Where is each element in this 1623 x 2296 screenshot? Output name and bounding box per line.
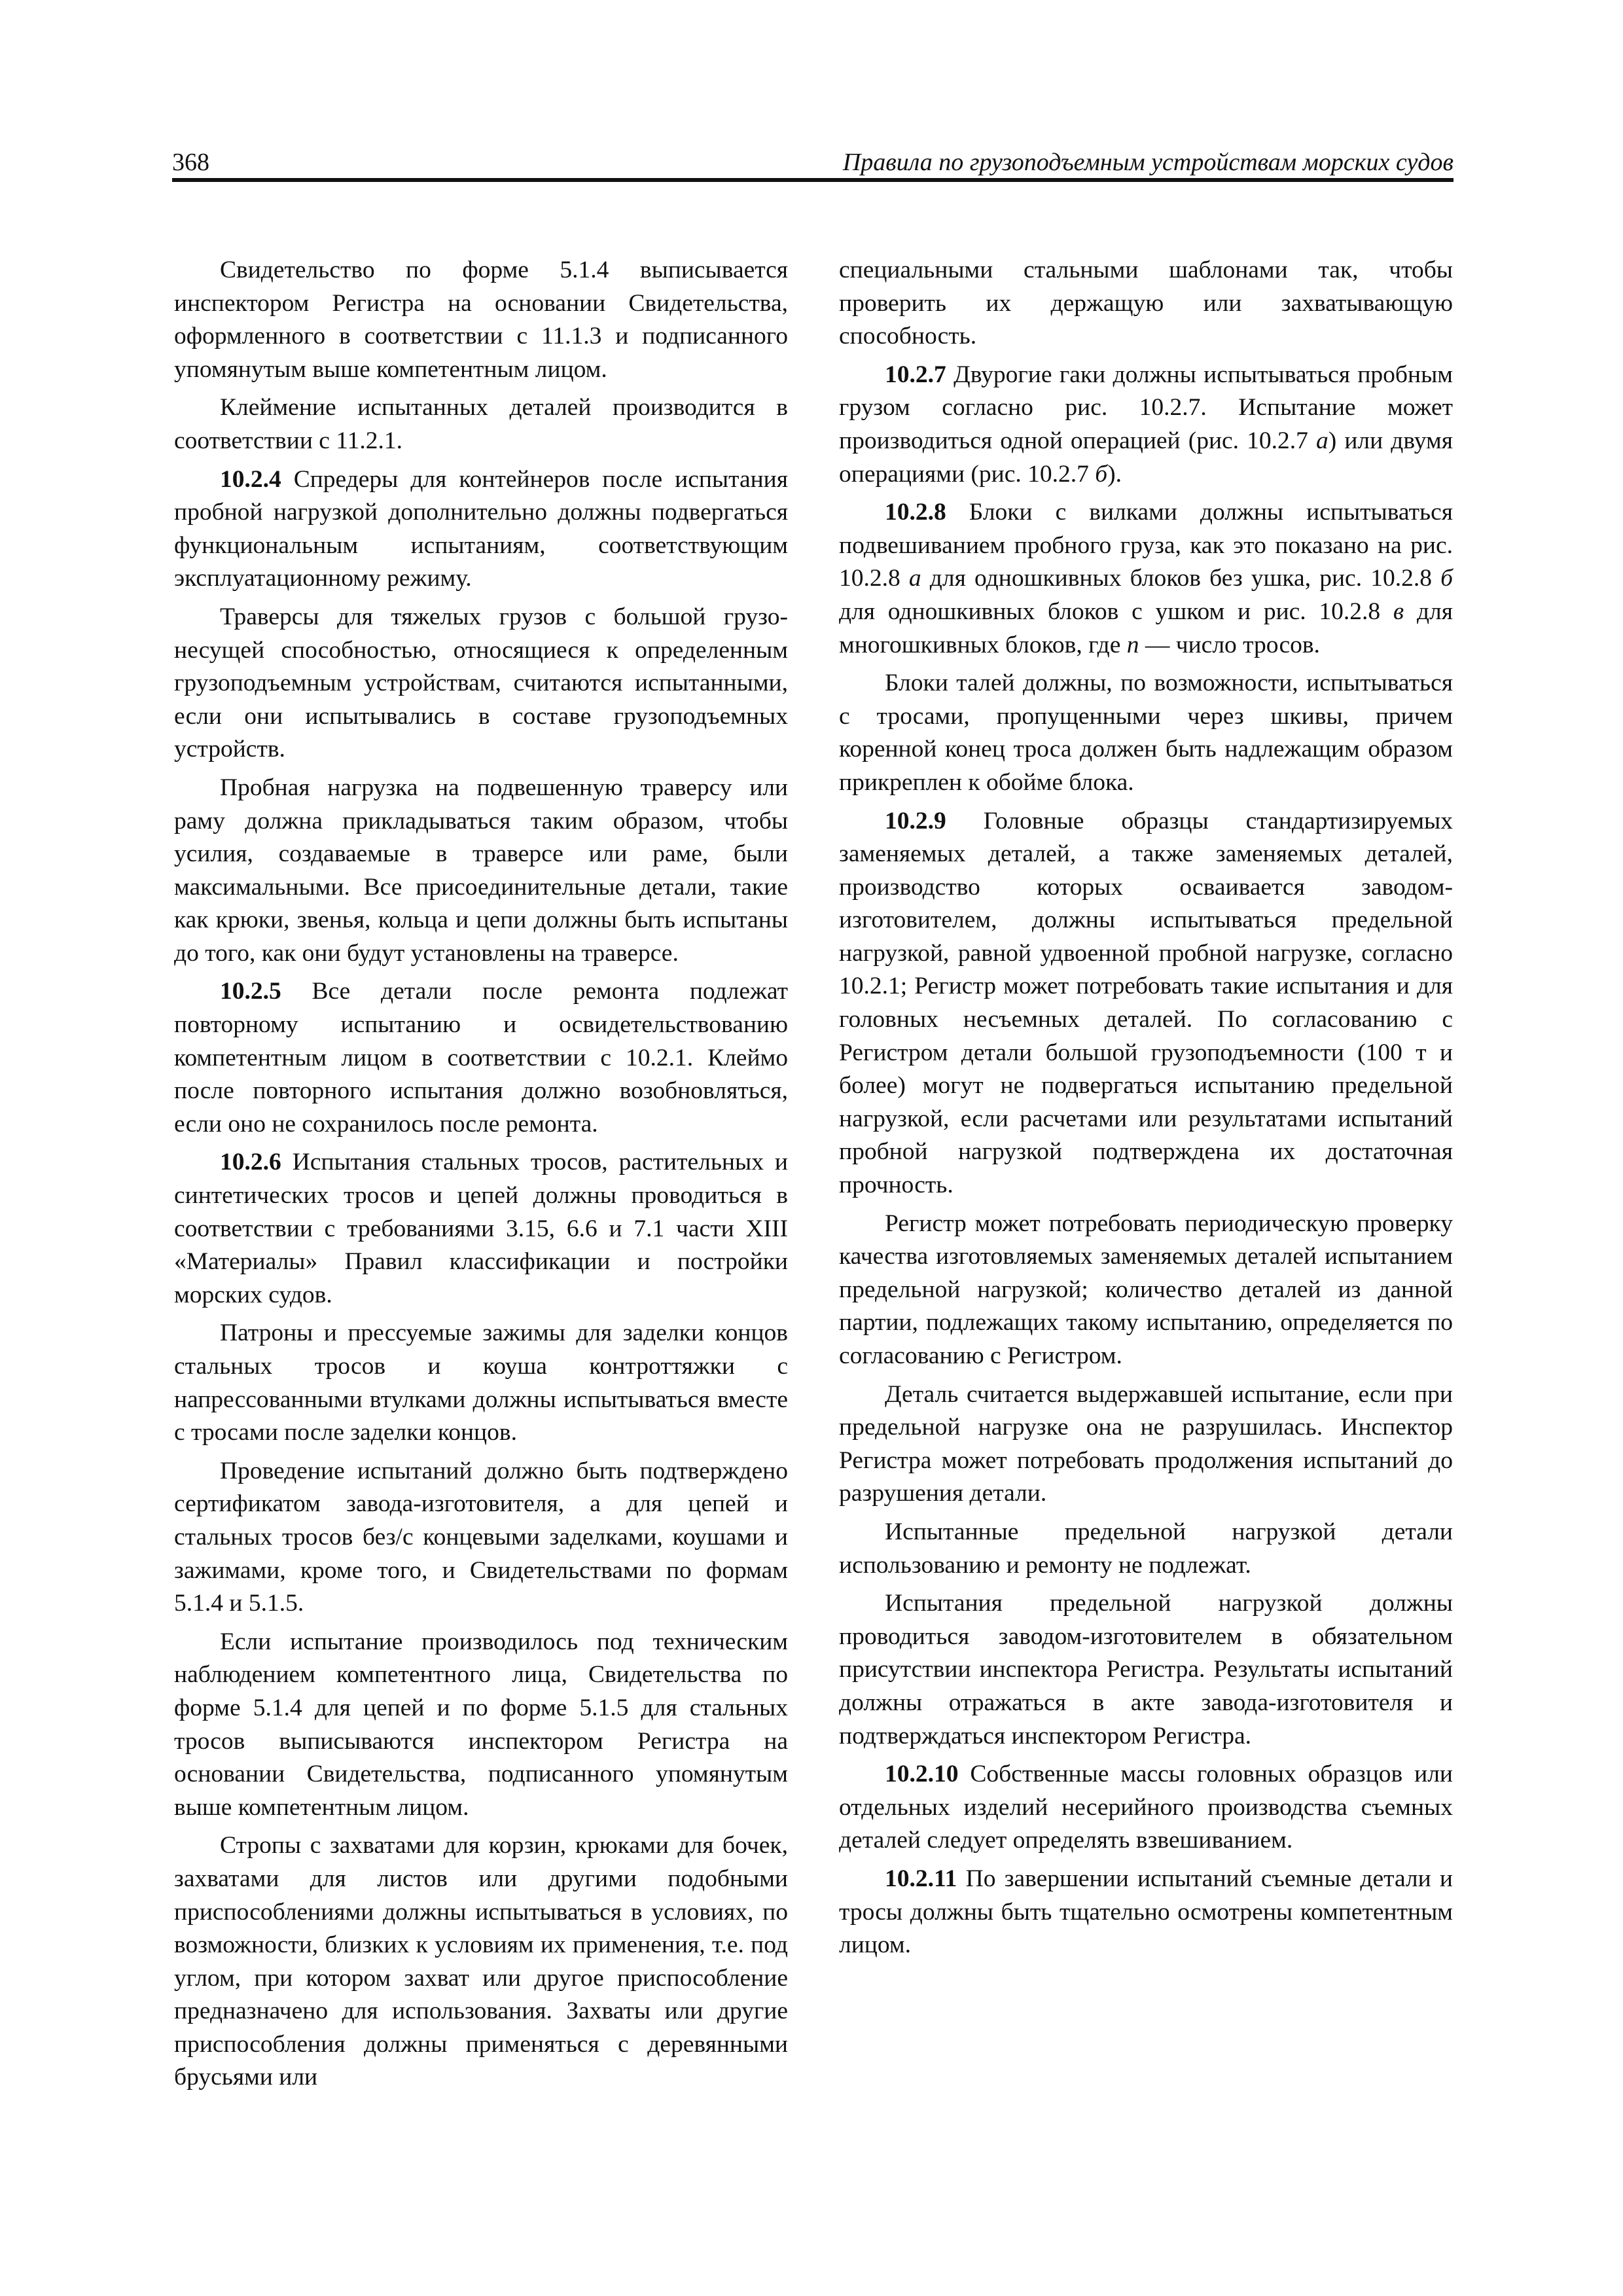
page-header	[172, 145, 1454, 179]
right-column	[839, 254, 1453, 1967]
variable-n: n	[1126, 631, 1139, 658]
paragraph-text: Испытания стальных тросов, растительных и синтетических тросов и цепей должны проводиться в соответствии с требованиями 3.15, 6.6 и 7.1 части XIII «Материалы» Правил классификации и постройки морских судов.	[174, 1149, 788, 1308]
paragraph-10-2-6	[174, 1146, 788, 1312]
page-number: 368	[172, 149, 209, 176]
paragraph-text: ) или двумя операциями (рис. 10.2.7	[839, 427, 1453, 488]
paragraph: Испытания предельной нагрузкой должны проводиться заводом-изготовителем в обязательном присутствии инспектора Регистра. Результаты испытаний должны отражаться в акте завода-изготовителя и подтверждаться инспектором Регистра.	[839, 1590, 1453, 1749]
paragraph-10-2-9	[839, 805, 1453, 1202]
figure-label: а	[908, 565, 921, 592]
paragraph-text: По завершении испытаний съемные детали и тросы должны быть тщательно осмотрены компетентным лицом.	[839, 1865, 1453, 1959]
section-number: 10.2.5	[220, 978, 281, 1005]
section-number: 10.2.9	[885, 807, 946, 834]
paragraph-text: для многошкивных блоков, где	[839, 598, 1453, 658]
figure-label: б	[1095, 460, 1108, 488]
paragraph: Блоки талей должны, по возможности, испытываться с тросами, пропущенными через шкивы, причем коренной конец троса должен быть надлежащим образом прикреплен к обойме блока.	[839, 670, 1453, 796]
paragraph: Клеймение испытанных деталей производится в соответствии с 11.2.1.	[174, 394, 788, 454]
paragraph: Траверсы для тяжелых грузов с большой грузонесущей способностью, относящиеся к определенным грузоподъемным устройствам, считаются испытанными, если они испытывались в составе грузоподъемных устройств.	[174, 603, 788, 763]
paragraph-text: Головные образцы стандартизируемых заменяемых деталей, а также заменяемых деталей, производство которых осваивается заводом-изготовителем, должны испытываться предельной нагрузкой, равной удвоенной пробной нагрузке, согласно 10.2.1; Регистр может потребовать такие испытания и для головных несъемных деталей. По согласованию с Регистром детали большой грузоподъемности (100 т и более) могут не подвергаться испытанию предельной нагрузкой, если расчетами или результатами испытаний пробной нагрузкой подтверждена их достаточная прочность.	[839, 807, 1453, 1199]
paragraph: Патроны и прессуемые зажимы для заделки концов стальных тросов и коуша контроттяжки с напрессованными втулками должны испытываться вместе с тросами после заделки концов.	[174, 1319, 788, 1446]
paragraph: Испытанные предельной нагрузкой детали использованию и ремонту не подлежат.	[839, 1518, 1453, 1579]
paragraph-continued: специальными стальными шаблонами так, чтобы проверить их держащую или захватывающую способность.	[839, 257, 1453, 350]
running-title: Правила по грузоподъемным устройствам морских судов	[842, 149, 1454, 176]
paragraph-text: Спредеры для контейнеров после испытания пробной нагрузкой дополнительно должны подвергаться функциональным испытаниям, соответствующим эксплуатационному режиму.	[174, 465, 788, 592]
paragraph-10-2-7	[839, 359, 1453, 491]
paragraph-10-2-4	[174, 463, 788, 596]
paragraph-10-2-10	[839, 1758, 1453, 1857]
section-number: 10.2.11	[885, 1865, 957, 1892]
paragraph-text: Все детали после ремонта подлежат повторному испытанию и освидетельствованию компетентным лицом в соответствии с 10.2.1. Клеймо после повторного испытания должно возобновляться, если оно не сохранилось после ремонта.	[174, 978, 788, 1138]
figure-label: а	[1315, 427, 1329, 454]
paragraph-text: Двурогие гаки должны испытываться пробным грузом согласно рис. 10.2.7. Испытание может производиться одной операцией (рис. 10.2.7	[839, 361, 1453, 454]
section-number: 10.2.8	[885, 499, 946, 526]
paragraph-text: — число тросов.	[1139, 631, 1320, 658]
paragraph: Стропы с захватами для корзин, крюками для бочек, захватами для листов или другими подобными приспособлениями должны испытываться в условиях, по возможности, близких к условиям их применения, т.е. под углом, при котором захват или другое приспособление предназначено для использования. Захваты или другие приспособления должны применяться с деревянными брусьями или	[174, 1832, 788, 2091]
paragraph-text: для одношкивных блоков с ушком и рис. 10.2.8	[839, 598, 1393, 625]
paragraph: Пробная нагрузка на подвешенную траверсу или раму должна прикладываться таким образом, чтобы усилия, создаваемые в траверсе или раме, были максимальными. Все присоединительные детали, такие как крюки, звенья, кольца и цепи должны быть испытаны до того, как они будут установлены на траверсе.	[174, 774, 788, 967]
paragraph-10-2-11	[839, 1863, 1453, 1962]
left-column	[174, 254, 788, 2100]
paragraph-text: Блоки с вилками должны испытываться подвешиванием пробного груза, как это показано на рис. 10.2.8	[839, 499, 1453, 592]
paragraph: Деталь считается выдержавшей испытание, если при предельной нагрузке она не разрушилась. Инспектор Регистра может потребовать продолжения испытаний до разрушения детали.	[839, 1380, 1453, 1507]
paragraph-text: ).	[1107, 460, 1122, 488]
section-number: 10.2.6	[220, 1149, 281, 1176]
paragraph: Свидетельство по форме 5.1.4 выписывается инспектором Регистра на основании Свидетельства, оформленного в соответствии с 11.1.3 и подписанного упомянутым выше компетентным лицом.	[174, 257, 788, 383]
paragraph-text: Собственные массы головных образцов или отдельных изделий несерийного производства съемных деталей следует определять взвешиванием.	[839, 1761, 1453, 1854]
header-rule	[172, 178, 1454, 182]
section-number: 10.2.10	[885, 1761, 959, 1788]
paragraph: Проведение испытаний должно быть подтверждено сертификатом завода-изготовителя, а для цепей и стальных тросов без/с концевыми заделками, коушами и зажимами, кроме того, и Свидетельствами по формам 5.1.4 и 5.1.5.	[174, 1457, 788, 1617]
paragraph: Если испытание производилось под техническим наблюдением компетентного лица, Свидетельства по форме 5.1.4 для цепей и по форме 5.1.5 для стальных тросов выписываются инспектором Регистра на основании Свидетельства, подписанного упомянутым выше компетентным лицом.	[174, 1628, 788, 1821]
section-number: 10.2.4	[220, 465, 281, 493]
paragraph: Регистр может потребовать периодическую проверку качества изготовляемых заменяемых деталей испытанием предельной нагрузкой; количество деталей из данной партии, подлежащих такому испытанию, определяется по согласованию с Регистром.	[839, 1210, 1453, 1369]
paragraph-10-2-8	[839, 496, 1453, 662]
figure-label: в	[1393, 598, 1404, 625]
paragraph-text: для одношкивных блоков без ушка, рис. 10.2.8	[921, 565, 1441, 592]
paragraph-10-2-5	[174, 975, 788, 1141]
section-number: 10.2.7	[885, 361, 946, 388]
figure-label: б	[1440, 565, 1453, 592]
